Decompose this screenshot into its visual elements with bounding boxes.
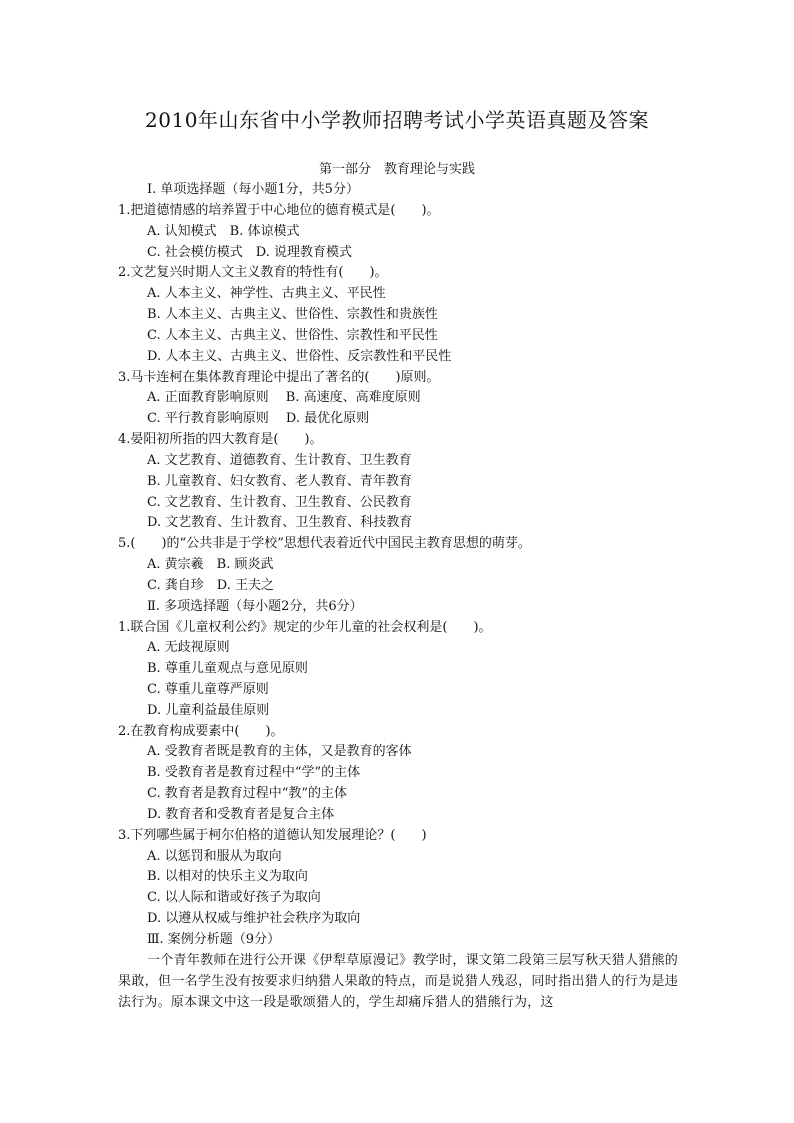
question-1-options-cd: C. 社会模仿模式 D. 说理教育模式 (147, 245, 352, 260)
multi-question-2-option-b: B. 受教育者是教育过程中“学”的主体 (147, 765, 361, 780)
multi-question-1-option-d: D. 儿童利益最佳原则 (147, 703, 270, 718)
multi-question-2-option-c: C. 教育者是教育过程中“教”的主体 (147, 786, 348, 801)
question-5-options-cd: C. 龚自珍 D. 王夫之 (147, 578, 274, 593)
question-4: 4.晏阳初所指的四大教育是( )。 (118, 432, 323, 447)
question-5: 5.( )的“公共非是于学校”思想代表着近代中国民主教育思想的萌芽。 (118, 536, 531, 551)
section-single-choice: Ⅰ. 单项选择题（每小题1分，共5分） (147, 182, 359, 197)
section-multiple-choice: Ⅱ. 多项选择题（每小题2分，共6分） (147, 599, 363, 614)
multi-question-3-option-d: D. 以遵从权威与维护社会秩序为取向 (147, 911, 361, 926)
question-1: 1.把道德情感的培养置于中心地位的德育模式是( )。 (118, 203, 440, 218)
section-case-analysis: Ⅲ. 案例分析题（9分） (147, 932, 281, 947)
multi-question-2-option-d: D. 教育者和受教育者是复合主体 (147, 807, 335, 822)
question-4-option-b: B. 儿童教育、妇女教育、老人教育、青年教育 (147, 474, 412, 489)
document-title: 2010年山东省中小学教师招聘考试小学英语真题及答案 (145, 108, 649, 132)
question-2-option-c: C. 人本主义、古典主义、世俗性、宗教性和平民性 (147, 328, 438, 343)
multi-question-1-option-b: B. 尊重儿童观点与意见原则 (147, 661, 308, 676)
question-2-option-a: A. 人本主义、神学性、古典主义、平民性 (147, 286, 386, 301)
question-2-option-d: D. 人本主义、古典主义、世俗性、反宗教性和平民性 (147, 349, 452, 364)
multi-question-3-option-b: B. 以相对的快乐主义为取向 (147, 869, 308, 884)
multi-question-1-option-a: A. 无歧视原则 (147, 640, 230, 655)
multi-question-1: 1.联合国《儿童权利公约》规定的少年儿童的社会权利是( )。 (118, 620, 492, 635)
multi-question-3-option-c: C. 以人际和谐或好孩子为取向 (147, 890, 321, 905)
part-title: 第一部分 教育理论与实践 (318, 162, 475, 177)
multi-question-1-option-c: C. 尊重儿童尊严原则 (147, 682, 269, 697)
question-2: 2.文艺复兴时期人文主义教育的特性有( )。 (118, 265, 388, 280)
multi-question-3: 3.下列哪些属于柯尔伯格的道德认知发展理论？( ) (118, 828, 427, 843)
question-3: 3.马卡连柯在集体教育理论中提出了著名的( )原则。 (118, 370, 440, 385)
multi-question-3-option-a: A. 以惩罚和服从为取向 (147, 849, 282, 864)
multi-question-2-option-a: A. 受教育者既是教育的主体，又是教育的客体 (147, 744, 412, 759)
multi-question-2: 2.在教育构成要素中( )。 (118, 724, 284, 739)
case-paragraph: 一个青年教师在进行公开课《伊犁草原漫记》教学时，课文第二段第三层写秋天猎人猎熊的果敢，但一名学生没有按要求归纳猎人果敢的特点，而是说猎人残忍，同时指出猎人的行为是违法行为。原本课文中这一段是歌颂猎人的，学生却痛斥猎人的猎熊行为，这 (118, 953, 678, 1010)
question-2-option-b: B. 人本主义、古典主义、世俗性、宗教性和贵族性 (147, 307, 438, 322)
question-4-option-a: A. 文艺教育、道德教育、生计教育、卫生教育 (147, 453, 412, 468)
question-4-option-c: C. 文艺教育、生计教育、卫生教育、公民教育 (147, 495, 412, 510)
question-3-options-cd: C. 平行教育影响原则 D. 最优化原则 (147, 411, 370, 426)
question-1-options-ab: A. 认知模式 B. 体谅模式 (147, 224, 300, 239)
question-3-options-ab: A. 正面教育影响原则 B. 高速度、高难度原则 (147, 390, 421, 405)
question-4-option-d: D. 文艺教育、生计教育、卫生教育、科技教育 (147, 515, 413, 530)
question-5-options-ab: A. 黄宗羲 B. 顾炎武 (147, 557, 274, 572)
